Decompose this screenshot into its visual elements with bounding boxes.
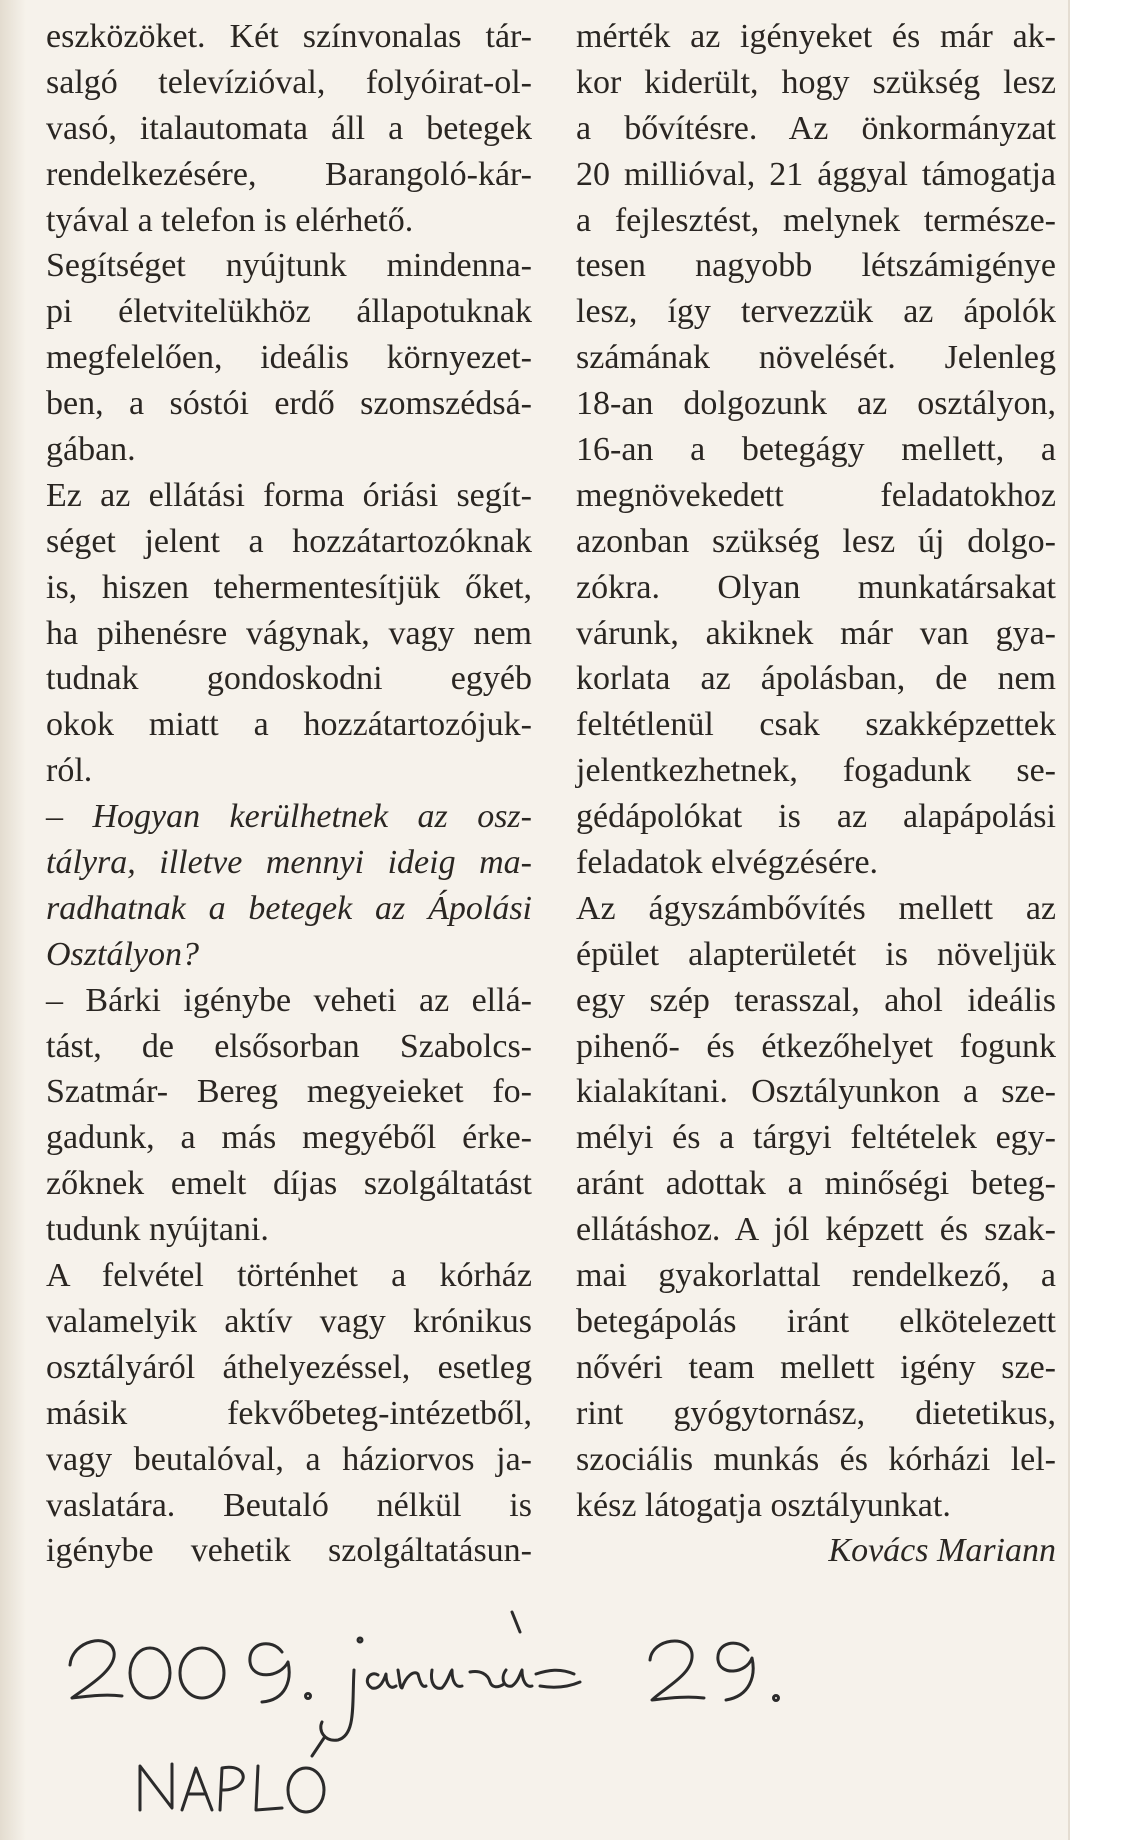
right-line: ellátáshoz. A jól képzett és szak- — [576, 1211, 1056, 1249]
right-line: kialakítani. Osztályunkon a sze- — [576, 1073, 1056, 1111]
left-line: valamelyik aktív vagy krónikus — [46, 1302, 532, 1340]
right-line: kor kiderült, hogy szükség lesz — [576, 63, 1056, 101]
author-byline: Kovács Mariann — [828, 1532, 1056, 1570]
right-line: feladatok elvégzésére. — [576, 844, 879, 882]
left-line: rendelkezésére, Barangoló-kár- — [46, 155, 532, 193]
right-line: megnövekedett feladatokhoz — [576, 476, 1056, 514]
left-line: vaslatára. Beutaló nélkül is — [46, 1486, 532, 1524]
handwritten-date — [70, 1612, 779, 1740]
left-line: megfelelően, ideális környezet- — [46, 339, 532, 377]
article-right-column — [576, 14, 1056, 1574]
right-line: rint gyógytornász, dietetikus, — [576, 1394, 1056, 1432]
right-line: gédápolókat is az alapápolási — [576, 798, 1056, 836]
right-line: 20 millióval, 21 ággyal támogatja — [576, 155, 1056, 193]
right-line: épület alapterületét is növeljük — [576, 935, 1056, 973]
right-line: azonban szükség lesz új dolgo- — [576, 522, 1056, 560]
right-line: várunk, akiknek már van gya- — [576, 614, 1056, 652]
article-left-column — [46, 14, 532, 1574]
right-line: aránt adottak a minőségi beteg- — [576, 1165, 1056, 1203]
left-line: Ez az ellátási forma óriási segít- — [46, 476, 532, 514]
left-line: tyával a telefon is elérhető. — [46, 201, 414, 239]
torn-top-line — [46, 0, 526, 6]
left-line: Szatmár- Bereg megyeieket fo- — [46, 1073, 532, 1111]
right-line: tesen nagyobb létszámigénye — [576, 247, 1056, 285]
right-line: zókra. Olyan munkatársakat — [576, 568, 1056, 606]
right-line: Az ágyszámbővítés mellett az — [576, 889, 1056, 927]
handwritten-annotation — [0, 1570, 1068, 1840]
left-line: igénybe vehetik szolgáltatásun- — [46, 1532, 532, 1570]
right-line: mai gyakorlattal rendelkező, a — [576, 1257, 1056, 1295]
left-line: – Hogyan kerülhetnek az osz- — [46, 798, 532, 836]
left-line: tudnak gondoskodni egyéb — [46, 660, 532, 698]
handwriting-drawing — [0, 1570, 1068, 1840]
left-line: gadunk, a más megyéből érke- — [46, 1119, 532, 1157]
left-line: salgó televízióval, folyóirat-ol- — [46, 63, 532, 101]
left-line: is, hiszen tehermentesítjük őket, — [46, 568, 532, 606]
right-line: szociális munkás és kórházi lel- — [576, 1440, 1056, 1478]
left-line: ben, a sóstói erdő szomszédsá- — [46, 385, 532, 423]
right-line: a bővítésre. Az önkormányzat — [576, 109, 1056, 147]
left-line: másik fekvőbeteg-intézetből, — [46, 1394, 532, 1432]
right-line: korlata az ápolásban, de nem — [576, 660, 1056, 698]
right-line: nővéri team mellett igény sze- — [576, 1348, 1056, 1386]
left-line: radhatnak a betegek az Ápolási — [46, 889, 532, 927]
right-line: mérték az igényeket és már ak- — [576, 18, 1056, 55]
left-line: gában. — [46, 431, 136, 469]
left-line: ha pihenésre vágynak, vagy nem — [46, 614, 532, 652]
left-line: zőknek emelt díjas szolgáltatást — [46, 1165, 532, 1203]
right-line: betegápolás iránt elkötelezett — [576, 1302, 1056, 1340]
right-column-lines — [576, 14, 1056, 1528]
right-line: a fejlesztést, melynek természe- — [576, 201, 1056, 239]
left-line: vagy beutalóval, a háziorvos ja- — [46, 1440, 532, 1478]
left-line: osztályáról áthelyezéssel, esetleg — [46, 1348, 532, 1386]
right-line: pihenő- és étkezőhelyet fogunk — [576, 1027, 1056, 1065]
left-line: vasó, italautomata áll a betegek — [46, 109, 532, 147]
right-line: kész látogatja osztályunkat. — [576, 1486, 951, 1524]
left-line: – Bárki igénybe veheti az ellá- — [46, 981, 532, 1019]
right-line: számának növelését. Jelenleg — [576, 339, 1056, 377]
left-line: tást, de elsősorban Szabolcs- — [46, 1027, 532, 1065]
left-line: tályra, illetve mennyi ideig ma- — [46, 844, 532, 882]
left-line: séget jelent a hozzátartozóknak — [46, 522, 532, 560]
right-line: egy szép terasszal, ahol ideális — [576, 981, 1056, 1019]
left-line: Segítséget nyújtunk mindenna- — [46, 247, 532, 285]
left-line: A felvétel történhet a kórház — [46, 1257, 532, 1295]
left-line: pi életvitelükhöz állapotuknak — [46, 293, 532, 331]
left-line: tudunk nyújtani. — [46, 1211, 269, 1249]
right-line: 18-an dolgozunk az osztályon, — [576, 385, 1056, 423]
left-line: eszközöket. Két színvonalas tár- — [46, 18, 532, 55]
right-line: mélyi és a tárgyi feltételek egy- — [576, 1119, 1056, 1157]
left-line: okok miatt a hozzátartozójuk- — [46, 706, 532, 744]
left-line: Osztályon? — [46, 935, 199, 973]
right-line: lesz, így tervezzük az ápolók — [576, 293, 1056, 331]
right-line: jelentkezhetnek, fogadunk se- — [576, 752, 1056, 790]
right-line: 16-an a betegágy mellett, a — [576, 431, 1056, 469]
handwritten-source — [140, 1738, 324, 1812]
paper-edge — [0, 0, 26, 1840]
right-line: feltétlenül csak szakképzettek — [576, 706, 1056, 744]
left-line: ról. — [46, 752, 93, 790]
